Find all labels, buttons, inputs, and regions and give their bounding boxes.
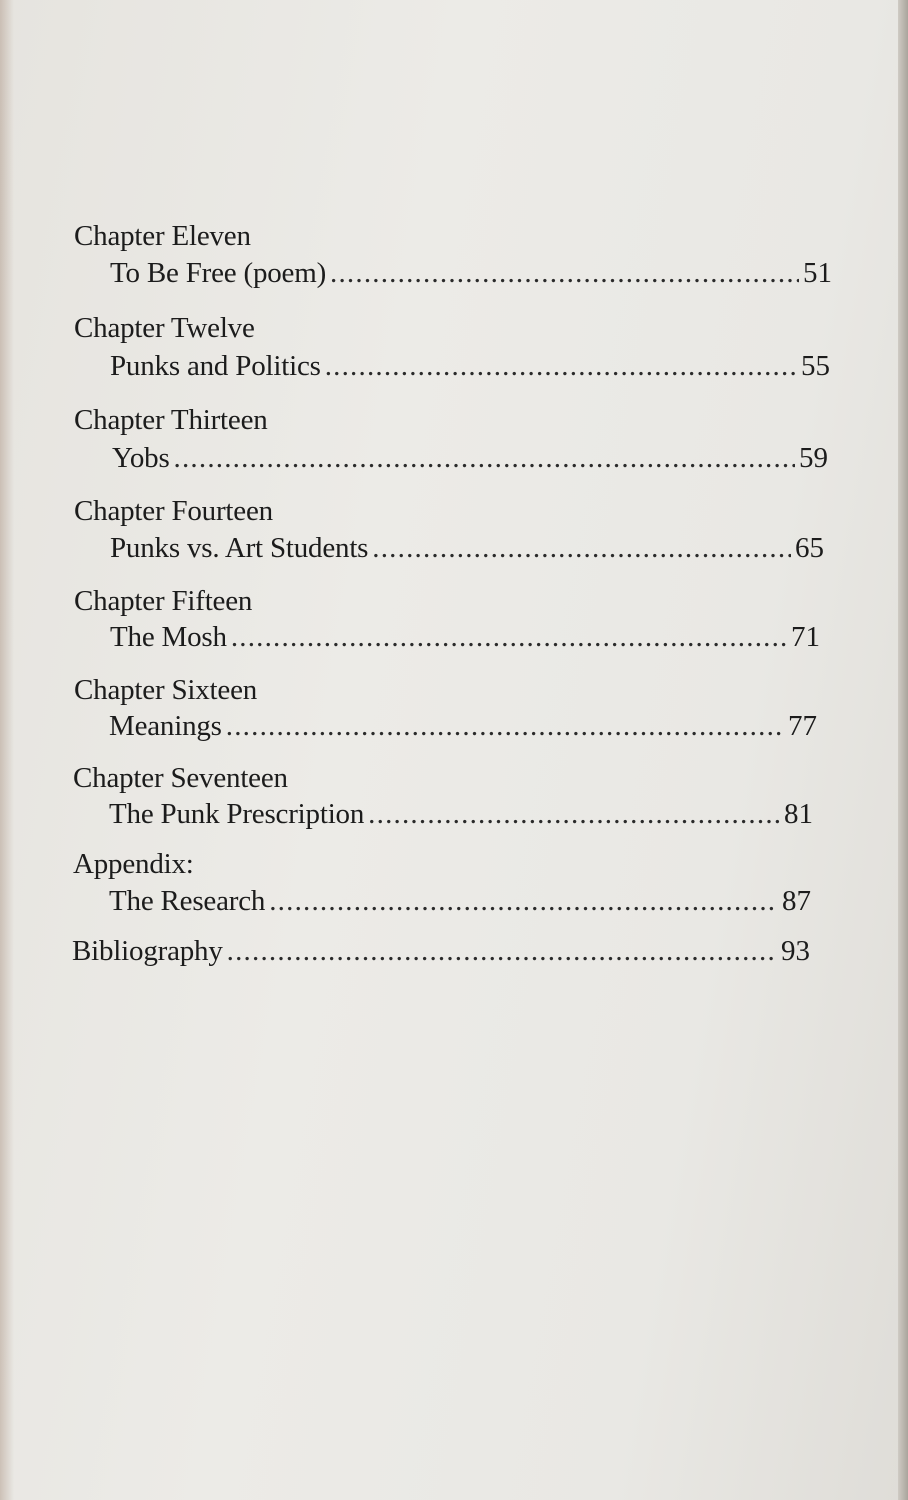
toc-entry — [110, 531, 824, 565]
dot-leader — [372, 531, 791, 565]
toc-page-number: 87 — [782, 885, 811, 917]
dot-leader — [174, 441, 795, 475]
toc-entry-title: Punks vs. Art Students — [110, 532, 369, 564]
toc-entry — [109, 797, 813, 831]
toc-entry — [112, 441, 828, 475]
toc-page-number: 55 — [801, 350, 830, 382]
toc-chapter-heading: Chapter Fourteen — [74, 495, 273, 527]
toc-page-number: 59 — [799, 442, 828, 474]
dot-leader — [330, 256, 799, 290]
toc-chapter-heading: Chapter Sixteen — [74, 674, 258, 706]
toc-entry-title: Meanings — [109, 710, 222, 742]
toc-chapter-heading: Chapter Fifteen — [74, 585, 253, 617]
toc-entry — [109, 884, 811, 918]
dot-leader — [325, 349, 797, 383]
toc-entry — [110, 620, 820, 654]
toc-entry-title: Punks and Politics — [110, 350, 321, 382]
toc-page-number: 51 — [803, 257, 832, 289]
toc-entry — [110, 256, 832, 290]
toc-entry-title: The Research — [109, 885, 266, 917]
toc-page-number: 93 — [781, 935, 810, 967]
toc-entry-title: The Mosh — [110, 621, 227, 653]
toc-chapter-heading: Appendix: — [73, 848, 194, 880]
toc-chapter-heading: Chapter Eleven — [74, 220, 251, 252]
dot-leader — [227, 934, 777, 968]
toc-chapter-heading: Chapter Seventeen — [73, 762, 288, 794]
toc-entry-bibliography — [72, 934, 810, 968]
toc-entry-title: Yobs — [112, 442, 170, 474]
dot-leader — [269, 884, 778, 918]
dot-leader — [226, 709, 784, 743]
toc-entry-title: The Punk Prescription — [109, 798, 365, 830]
toc-chapter-heading: Chapter Thirteen — [74, 404, 268, 436]
toc-entry — [109, 709, 817, 743]
toc-entry-title: To Be Free (poem) — [110, 257, 327, 289]
toc-page-number: 77 — [788, 710, 817, 742]
toc-entry — [110, 349, 830, 383]
dot-leader — [368, 797, 780, 831]
toc-page-number: 81 — [784, 798, 813, 830]
dot-leader — [231, 620, 787, 654]
toc-entry-title: Bibliography — [72, 935, 223, 967]
toc-page-number: 65 — [795, 532, 824, 564]
toc-page-number: 71 — [791, 621, 820, 653]
toc-chapter-heading: Chapter Twelve — [74, 312, 255, 344]
